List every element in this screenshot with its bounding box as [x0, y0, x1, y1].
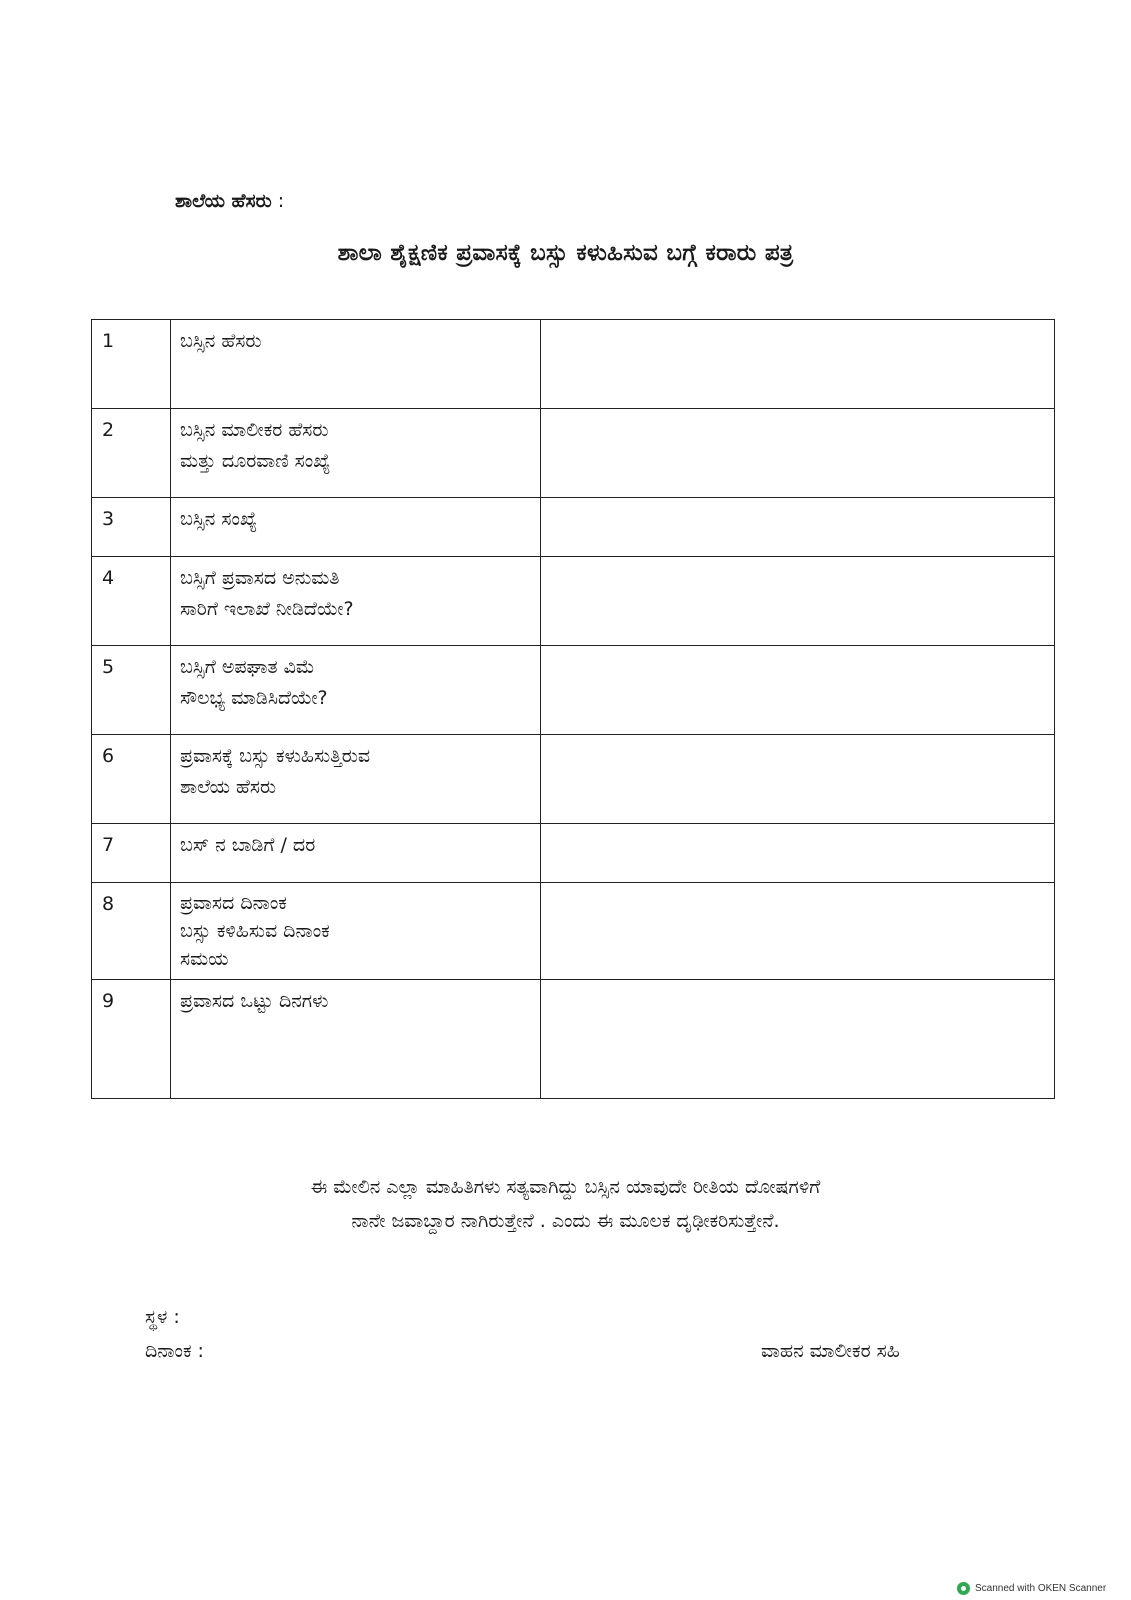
declaration-line: ನಾನೇ ಜವಾಬ್ದಾರ ನಾಗಿರುತ್ತೇನೆ . ಎಂದು ಈ ಮೂಲಕ ದೃಢೀಕರಿಸುತ್ತೇನೆ. [351, 1210, 780, 1232]
owner-signature-label: ವಾಹನ ಮಾಲೀಕರ ಸಹಿ [761, 1340, 900, 1362]
declaration-line: ಈ ಮೇಲಿನ ಎಲ್ಲಾ ಮಾಹಿತಿಗಳು ಸತ್ಯವಾಗಿದ್ದು ಬಸ್ಸಿನ ಯಾವುದೇ ರೀತಿಯ ದೋಷಗಳಿಗೆ [310, 1176, 821, 1198]
row-label [171, 883, 541, 980]
row-label-line: ಪ್ರವಾಸದ ದಿನಾಂಕ [180, 892, 287, 914]
table-row [92, 735, 1055, 824]
row-label-line: ಬಸ್ಸಿಗೆ ಅಪಘಾತ ವಿಮೆ [180, 656, 315, 678]
row-label-line: ಮತ್ತು ದೂರವಾಣಿ ಸಂಖ್ಯೆ [180, 450, 331, 472]
row-number: 2 [92, 409, 171, 498]
place-label: ಸ್ಥಳ : [145, 1306, 180, 1328]
row-number: 9 [92, 980, 171, 1099]
row-label-line: ಬಸ್ಸು ಕಳಿಹಿಸುವ ದಿನಾಂಕ [180, 920, 330, 942]
row-value-cell[interactable] [541, 980, 1055, 1099]
row-number: 3 [92, 498, 171, 557]
oken-scanner-logo-icon [957, 1582, 970, 1595]
row-label [171, 824, 541, 883]
table-row [92, 646, 1055, 735]
school-name-separator: : [271, 190, 285, 212]
row-value-cell[interactable] [541, 409, 1055, 498]
row-label [171, 498, 541, 557]
row-number: 5 [92, 646, 171, 735]
row-number: 8 [92, 883, 171, 980]
row-label-line: ಶಾಲೆಯ ಹೆಸರು [180, 776, 277, 798]
row-value-cell[interactable] [541, 824, 1055, 883]
scanner-text: Scanned with OKEN Scanner [975, 1583, 1107, 1594]
row-label [171, 409, 541, 498]
row-label-line: ಸಾರಿಗೆ ಇಲಾಖೆ ನೀಡಿದೆಯೇ? [180, 598, 354, 620]
row-number: 4 [92, 557, 171, 646]
row-label-line: ಬಸ್ಸಿನ ಹೆಸರು [180, 330, 262, 352]
row-number: 1 [92, 320, 171, 409]
row-value-cell[interactable] [541, 557, 1055, 646]
date-label: ದಿನಾಂಕ : [145, 1340, 204, 1362]
row-label-line: ಸೌಲಭ್ಯ ಮಾಡಿಸಿದೆಯೇ? [180, 687, 328, 709]
row-label [171, 557, 541, 646]
school-name-label: ಶಾಲೆಯ ಹೆಸರು [175, 190, 272, 212]
row-label [171, 735, 541, 824]
row-label-line: ಬಸ್ಸಿನ ಸಂಖ್ಯೆ [180, 508, 258, 530]
document-title: ಶಾಲಾ ಶೈಕ್ಷಣಿಕ ಪ್ರವಾಸಕ್ಕೆ ಬಸ್ಸು ಕಳುಹಿಸುವ ಬಗ್ಗೆ ಕರಾರು ಪತ್ರ [337, 240, 794, 266]
row-value-cell[interactable] [541, 646, 1055, 735]
row-number: 6 [92, 735, 171, 824]
declaration-text [0, 1170, 1131, 1238]
table-row [92, 883, 1055, 980]
table-row [92, 557, 1055, 646]
row-value-cell[interactable] [541, 498, 1055, 557]
row-label [171, 646, 541, 735]
row-label-line: ಸಮಯ [180, 948, 229, 970]
scanner-watermark [957, 1582, 1106, 1595]
row-value-cell[interactable] [541, 320, 1055, 409]
row-value-cell[interactable] [541, 735, 1055, 824]
school-name-field [175, 190, 284, 212]
row-label-line: ಬಸ್ ನ ಬಾಡಿಗೆ / ದರ [180, 834, 316, 856]
row-number: 7 [92, 824, 171, 883]
row-label [171, 320, 541, 409]
bus-details-table [91, 319, 1055, 1099]
table-row [92, 320, 1055, 409]
table-row [92, 824, 1055, 883]
row-value-cell[interactable] [541, 883, 1055, 980]
table-row [92, 498, 1055, 557]
row-label-line: ಪ್ರವಾಸಕ್ಕೆ ಬಸ್ಸು ಕಳುಹಿಸುತ್ತಿರುವ [180, 745, 371, 767]
table-row [92, 980, 1055, 1099]
row-label-line: ಬಸ್ಸಿನ ಮಾಲೀಕರ ಹೆಸರು [180, 419, 329, 441]
row-label-line: ಬಸ್ಸಿಗೆ ಪ್ರವಾಸದ ಅನುಮತಿ [180, 567, 340, 589]
row-label [171, 980, 541, 1099]
row-label-line: ಪ್ರವಾಸದ ಒಟ್ಟು ದಿನಗಳು [180, 990, 329, 1012]
table-row [92, 409, 1055, 498]
